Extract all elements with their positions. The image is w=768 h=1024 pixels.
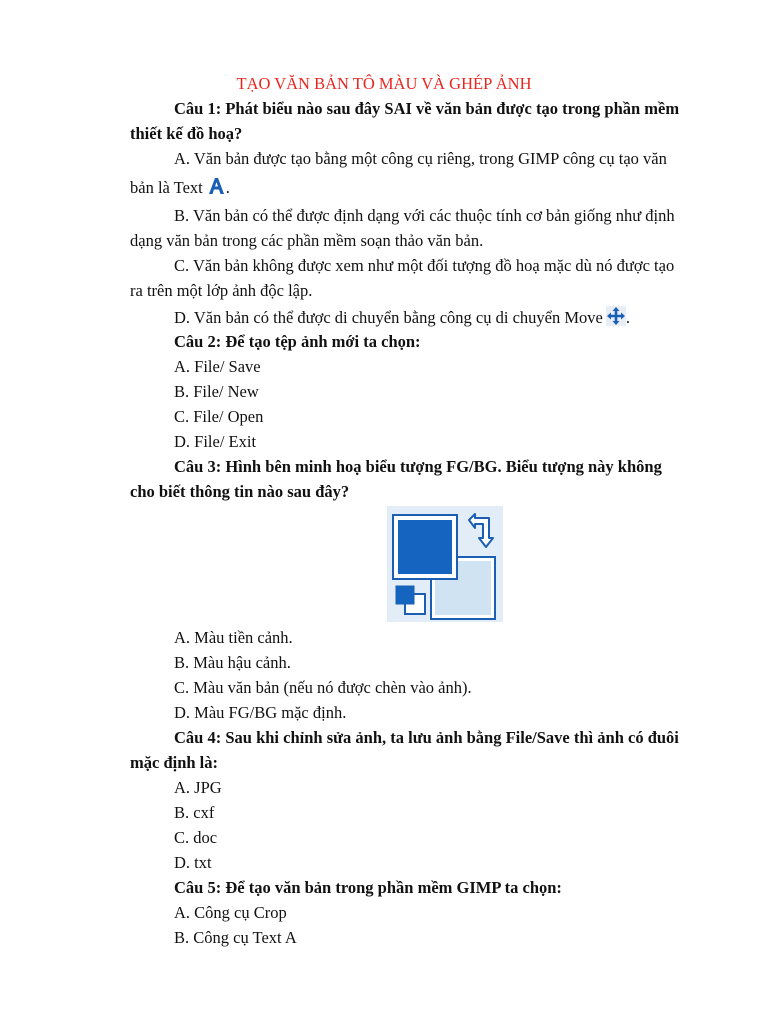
q1-option-a-line-2: bản là Text .: [130, 176, 230, 202]
q4-option-b: B. cxf: [174, 803, 215, 822]
q1-option-a-line-1: A. Văn bản được tạo bằng một công cụ riêng, trong GIMP công cụ tạo văn: [174, 149, 667, 168]
q3-option-b: B. Màu hậu cảnh.: [174, 653, 291, 672]
question-1-line-2: thiết kế đồ hoạ?: [130, 124, 243, 143]
q1-option-b-line-1: B. Văn bản có thể được định dạng với các thuộc tính cơ bản giống như định: [174, 206, 675, 225]
q2-option-c: C. File/ Open: [174, 407, 264, 426]
move-tool-icon: [606, 306, 626, 332]
q3-option-c: C. Màu văn bản (nếu nó được chèn vào ảnh).: [174, 678, 472, 697]
q3-option-a: A. Màu tiền cảnh.: [174, 628, 293, 647]
q3-option-d: D. Màu FG/BG mặc định.: [174, 703, 347, 722]
q4-option-c: C. doc: [174, 828, 218, 847]
question-5: Câu 5: Để tạo văn bản trong phần mềm GIMP ta chọn:: [174, 878, 562, 897]
q1-option-d: D. Văn bản có thể được di chuyển bằng công cụ di chuyển Move .: [174, 306, 630, 332]
q1-option-b-line-2: dạng văn bản trong các phần mềm soạn thảo văn bản.: [130, 231, 484, 250]
q1-option-c-line-1: C. Văn bản không được xem như một đối tượng đồ hoạ mặc dù nó được tạo: [174, 256, 675, 275]
document-title: TẠO VĂN BẢN TÔ MÀU VÀ GHÉP ẢNH: [236, 74, 532, 93]
q4-option-a: A. JPG: [174, 778, 222, 797]
q1-option-a-text: bản là Text: [130, 178, 203, 197]
question-3-line-1: Câu 3: Hình bên minh hoạ biểu tượng FG/BG. Biểu tượng này không: [174, 457, 662, 476]
question-4-line-1: Câu 4: Sau khi chỉnh sửa ảnh, ta lưu ảnh bằng File/Save thì ảnh có đuôi: [174, 728, 679, 747]
q1-option-c-line-2: ra trên một lớp ảnh độc lập.: [130, 281, 313, 300]
q1-option-d-text: D. Văn bản có thể được di chuyển bằng công cụ di chuyển Move: [174, 308, 603, 327]
question-4-line-2: mặc định là:: [130, 753, 219, 772]
q5-option-b: B. Công cụ Text A: [174, 928, 297, 947]
question-3-line-2: cho biết thông tin nào sau đây?: [130, 482, 350, 501]
q4-option-d: D. txt: [174, 853, 212, 872]
fg-bg-color-icon: [387, 506, 503, 622]
text-tool-icon: [206, 176, 226, 202]
q2-option-a: A. File/ Save: [174, 357, 261, 376]
question-1-line-1: Câu 1: Phát biểu nào sau đây SAI về văn bản được tạo trong phần mềm: [174, 99, 680, 118]
q5-option-a: A. Công cụ Crop: [174, 903, 287, 922]
q2-option-d: D. File/ Exit: [174, 432, 257, 451]
question-2: Câu 2: Để tạo tệp ảnh mới ta chọn:: [174, 332, 421, 351]
q2-option-b: B. File/ New: [174, 382, 259, 401]
